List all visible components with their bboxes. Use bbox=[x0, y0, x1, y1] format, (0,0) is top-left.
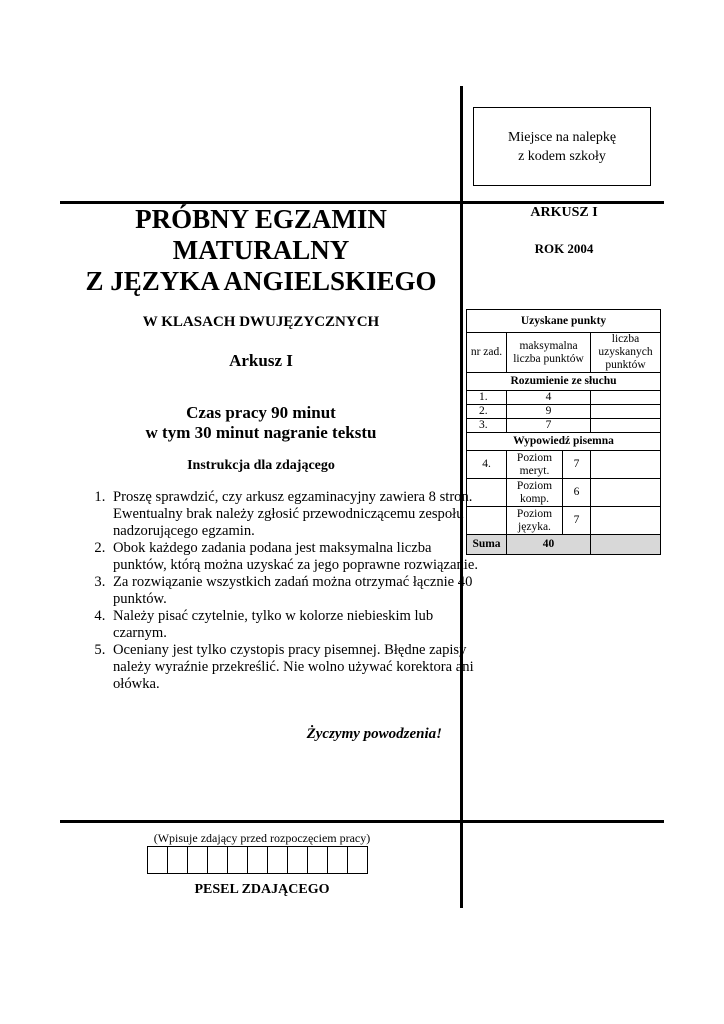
title-line1: PRÓBNY EGZAMIN bbox=[135, 204, 387, 234]
task-score-field[interactable] bbox=[591, 405, 661, 419]
exam-time bbox=[60, 403, 462, 443]
sum-label: Suma bbox=[467, 535, 507, 555]
sum-score-field[interactable] bbox=[591, 535, 661, 555]
pesel-digit-box[interactable] bbox=[168, 846, 188, 874]
sum-value: 40 bbox=[507, 535, 591, 555]
pesel-label: PESEL ZDAJĄCEGO bbox=[194, 882, 330, 897]
task-nr: 4. bbox=[467, 451, 507, 479]
task-score-field[interactable] bbox=[591, 419, 661, 433]
instructions-heading: Instrukcja dla zdającego bbox=[187, 458, 335, 473]
table-row bbox=[467, 479, 661, 507]
criterion-max: 7 bbox=[563, 451, 591, 479]
pesel-digit-box[interactable] bbox=[248, 846, 268, 874]
criterion-max: 6 bbox=[563, 479, 591, 507]
task-nr: 1. bbox=[467, 391, 507, 405]
criterion-label: Poziom języka. bbox=[507, 507, 563, 535]
pesel-digit-box[interactable] bbox=[288, 846, 308, 874]
good-luck-message: Życzymy powodzenia! bbox=[306, 726, 442, 742]
criterion-max: 7 bbox=[563, 507, 591, 535]
task-max: 7 bbox=[507, 419, 591, 433]
col-max-header: maksymalna liczba punktów bbox=[507, 333, 591, 373]
sum-row bbox=[467, 535, 661, 555]
score-table bbox=[466, 309, 661, 555]
bottom-horizontal-rule bbox=[60, 820, 664, 823]
task-max: 9 bbox=[507, 405, 591, 419]
title-line2: MATURALNY bbox=[172, 235, 350, 265]
instruction-item: 1. Proszę sprawdzić, czy arkusz egzaminacyjny zawiera 8 stron. Ewentualny brak należy zgłosić przewodniczącemu zespołu nadzorującego egzamin. bbox=[109, 489, 479, 540]
section-writing: Wypowiedź pisemna bbox=[467, 433, 661, 451]
pesel-digit-box[interactable] bbox=[328, 846, 348, 874]
pesel-digit-box[interactable] bbox=[208, 846, 228, 874]
sticker-line2: z kodem szkoły bbox=[518, 148, 606, 164]
task-nr: 3. bbox=[467, 419, 507, 433]
pesel-digit-box[interactable] bbox=[348, 846, 368, 874]
time-line1: Czas pracy 90 minut bbox=[186, 403, 336, 422]
task-max: 4 bbox=[507, 391, 591, 405]
instructions-list bbox=[85, 489, 479, 693]
instruction-item: 5. Oceniany jest tylko czystopis pracy pisemnej. Błędne zapisy należy wyraźnie przekreślić. Nie wolno używać korektora ani ołówka. bbox=[109, 642, 479, 693]
instruction-item: 2. Obok każdego zadania podana jest maksymalna liczba punktów, którą można uzyskać za jego poprawne rozwiązanie. bbox=[109, 540, 479, 574]
section-listening: Rozumienie ze słuchu bbox=[467, 373, 661, 391]
table-row bbox=[467, 391, 661, 405]
col-nr-header: nr zad. bbox=[467, 333, 507, 373]
table-row bbox=[467, 419, 661, 433]
criterion-label: Poziom meryt. bbox=[507, 451, 563, 479]
arkusz-label: ARKUSZ I bbox=[530, 205, 598, 220]
table-row bbox=[467, 507, 661, 535]
instruction-item: 4. Należy pisać czytelnie, tylko w kolorze niebieskim lub czarnym. bbox=[109, 608, 479, 642]
task-score-field[interactable] bbox=[591, 391, 661, 405]
year-label: ROK 2004 bbox=[534, 241, 594, 256]
score-table-title: Uzyskane punkty bbox=[467, 310, 661, 333]
pesel-digit-box[interactable] bbox=[228, 846, 248, 874]
title-line3: Z JĘZYKA ANGIELSKIEGO bbox=[85, 266, 437, 296]
sheet-label: Arkusz I bbox=[229, 351, 293, 370]
table-row bbox=[467, 451, 661, 479]
criterion-score-field[interactable] bbox=[591, 479, 661, 507]
time-line2: w tym 30 minut nagranie tekstu bbox=[145, 423, 377, 442]
instruction-item: 3. Za rozwiązanie wszystkich zadań można otrzymać łącznie 40 punktów. bbox=[109, 574, 479, 608]
school-sticker-box bbox=[473, 107, 651, 186]
criterion-score-field[interactable] bbox=[591, 507, 661, 535]
criterion-score-field[interactable] bbox=[591, 451, 661, 479]
sticker-line1: Miejsce na nalepkę bbox=[507, 129, 617, 145]
pesel-digit-box[interactable] bbox=[188, 846, 208, 874]
exam-title bbox=[60, 204, 462, 297]
pesel-digit-box[interactable] bbox=[148, 846, 168, 874]
pesel-digit-box[interactable] bbox=[308, 846, 328, 874]
pesel-digit-box[interactable] bbox=[268, 846, 288, 874]
criterion-label: Poziom komp. bbox=[507, 479, 563, 507]
pesel-input-grid bbox=[147, 846, 368, 874]
task-nr: 2. bbox=[467, 405, 507, 419]
pesel-note: (Wpisuje zdający przed rozpoczęciem pracy) bbox=[153, 831, 371, 845]
table-row bbox=[467, 405, 661, 419]
subtitle: W KLASACH DWUJĘZYCZNYCH bbox=[142, 314, 380, 330]
col-got-header: liczba uzyskanych punktów bbox=[591, 333, 661, 373]
